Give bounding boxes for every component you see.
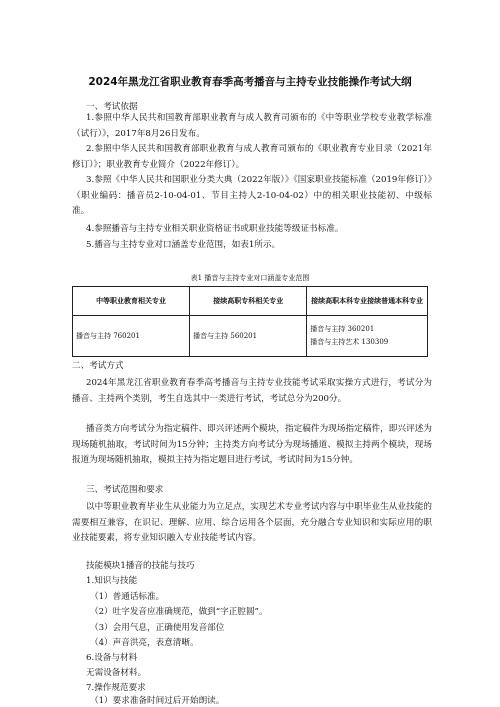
basis-item-5: 5.播音与主持专业对口涵盖专业范围，如表1所示。 bbox=[86, 240, 281, 250]
table-header-3: 接续高职本科专业接续普通本科专业 bbox=[307, 287, 428, 316]
table-cell-undergrad-line-1: 播音与主持 360201 bbox=[310, 325, 375, 333]
module-sub-equipment: 6.设备与材料 bbox=[86, 653, 138, 663]
section2-heading: 二、考试方式 bbox=[72, 361, 124, 371]
table-cell-undergrad bbox=[307, 316, 428, 357]
table-row bbox=[73, 316, 428, 357]
exam-scope-paragraph: 以中等职业教育毕业生从业能力为立足点，实现艺术专业考试内容与中职毕业生从业技能的需要相互兼容，在识记、理解、应用、综合运用各个层面，充分融合专业知识和实际应用的职业技能要素，将专业知识融入专业技能考试内容。 bbox=[72, 502, 432, 543]
document-title: 2024年黑龙江省职业教育春季高考播音与主持专业技能操作考试大纲 bbox=[88, 76, 412, 88]
table-header-1: 中等职业教育相关专业 bbox=[73, 287, 190, 316]
section1-heading: 一、考试依据 bbox=[86, 102, 138, 112]
basis-item-1: 1.参照中华人民共和国教育部职业教育与成人教育司颁布的《中等职业学校专业教学标准（试行）》，2017年8月26日发布。 bbox=[72, 113, 432, 139]
module-item-4: （4）声音洪亮，表意清晰。 bbox=[90, 638, 199, 648]
module-sub-operation: 7.操作规范要求 bbox=[86, 683, 146, 693]
table-caption: 表1 播音与主持专业对口涵盖专业范围 bbox=[190, 274, 310, 282]
major-scope-table bbox=[72, 286, 428, 357]
table-cell-undergrad-line-2: 播音与主持艺术 130309 bbox=[310, 338, 389, 346]
module-item-3: （3）会用气息，正确使用发音部位 bbox=[90, 623, 225, 633]
module-equipment-text: 无需设备材料。 bbox=[86, 668, 147, 678]
basis-item-4: 4.参照播音与主持专业相关职业资格证书或职业技能等级证书标准。 bbox=[86, 224, 344, 234]
module-item-1: （1）普通话标准。 bbox=[90, 592, 165, 602]
module-item-2: （2）吐字发音应准确规范，做到“字正腔圆”。 bbox=[90, 607, 268, 617]
exam-method-paragraph-1: 2024年黑龙江省职业教育春季高考播音与主持专业技能考试采取实操方式进行，考试分为播音、主持两个类别，考生自选其中一类进行考试，考试总分为200分。 bbox=[72, 378, 432, 404]
table-header-2: 接续高职专科相关专业 bbox=[190, 287, 307, 316]
module-operation-item: （1）要求准备时间过后开始朗读。 bbox=[90, 696, 225, 706]
basis-item-2: 2.参照中华人民共和国教育部职业教育与成人教育司颁布的《职业教育专业目录（2021年修订）》；职业教育专业简介（2022年修订）。 bbox=[72, 144, 432, 170]
exam-method-paragraph-2: 播音类方向考试分为指定稿件、即兴评述两个模块，指定稿件为现场指定稿件，即兴评述为现场随机抽取，考试时间为15分钟；主持类方向考试分为现场播道、模拟主持两个模块，现场报道为现场随机抽取，模拟主持为指定题目进行考试，考试时间为15分钟。 bbox=[72, 424, 432, 465]
module-sub-knowledge: 1.知识与技能 bbox=[86, 576, 138, 586]
table-cell-secondary: 播音与主持 760201 bbox=[73, 316, 190, 357]
module-title: 技能模块1播音的技能与技巧 bbox=[86, 561, 195, 571]
section3-heading: 三、考试范围和要求 bbox=[86, 485, 164, 495]
basis-item-3: 3.参照《中华人民共和国职业分类大典（2022年版）》《国家职业技能标准（2019年修订）》（职业编码：播音员2-10-04-01、节目主持人2-10-04-02）中的相关职业技能初、中级标准。 bbox=[72, 175, 432, 216]
table-cell-vocational: 播音与主持 560201 bbox=[190, 316, 307, 357]
